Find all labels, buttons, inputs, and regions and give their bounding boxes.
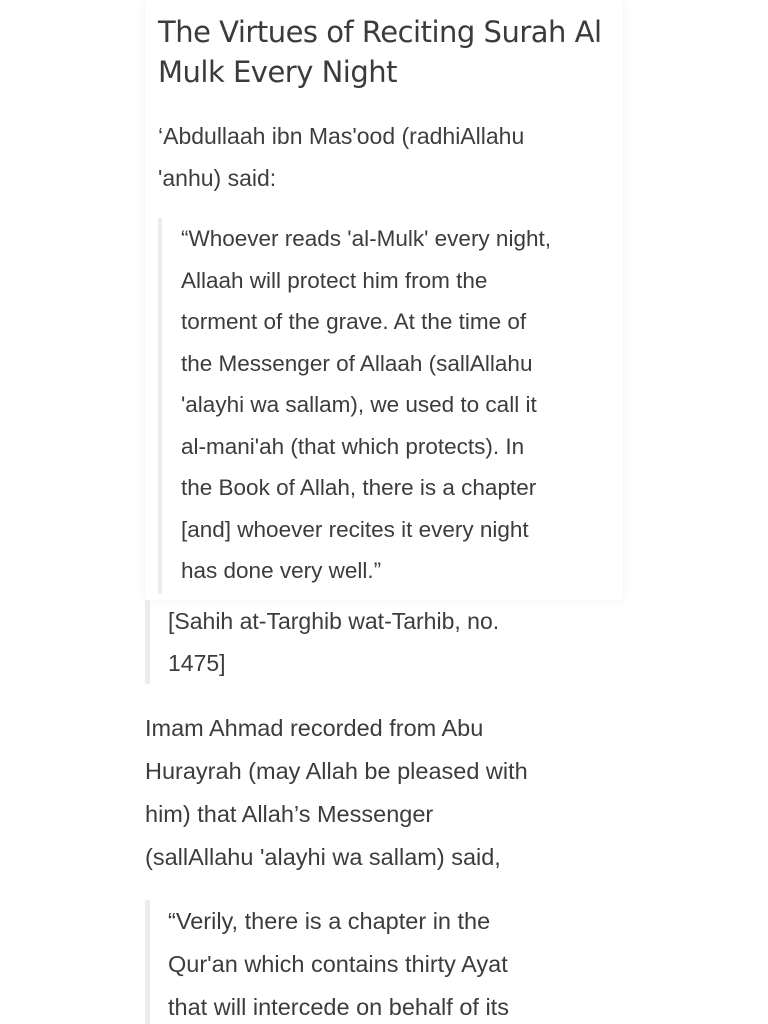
quote-line: “Verily, there is a chapter in the [168,908,491,934]
quote-line: al-mani'ah (that which protects). In [181,433,525,459]
quote-line: Allaah will protect him from the [181,267,488,293]
narration-line: Hurayrah (may Allah be pleased with [145,758,528,784]
quote-line: Qur'an which contains thirty Ayat [168,951,508,977]
source-citation [145,600,605,684]
narration-paragraph [145,707,615,879]
title-line: Mulk Every Night [158,55,398,89]
title-line: The Virtues of Reciting Surah Al [158,15,602,49]
quote-line: [and] whoever recites it every night [181,516,529,542]
quote-line: the Messenger of Allaah (sallAllahu [181,350,533,376]
second-quote-text [150,900,615,1024]
article-title [158,12,628,92]
citation-text [150,600,605,684]
quote-line: the Book of Allah, there is a chapter [181,475,537,500]
quote-line: that will intercede on behalf of its [168,994,509,1020]
quote-line: torment of the grave. At the time of [181,309,527,334]
intro-line: 'anhu) said: [158,165,277,191]
citation-line: [Sahih at-Targhib wat-Tarhib, no. [168,608,500,634]
quote-line: has done very well.” [181,558,382,583]
intro-paragraph [158,115,608,199]
hadith-quote [158,218,608,594]
citation-line: 1475] [168,650,226,676]
hadith-quote-text [162,218,608,592]
quote-line: 'alayhi wa sallam), we used to call it [181,392,537,417]
intro-line: ‘Abdullaah ibn Mas'ood (radhiAllahu [158,123,525,149]
narration-line: him) that Allah’s Messenger [145,801,434,827]
second-hadith-quote [145,900,615,1024]
quote-line: “Whoever reads 'al-Mulk' every night, [181,226,551,251]
narration-line: Imam Ahmad recorded from Abu [145,715,484,741]
narration-line: (sallAllahu 'alayhi wa sallam) said, [145,844,501,870]
